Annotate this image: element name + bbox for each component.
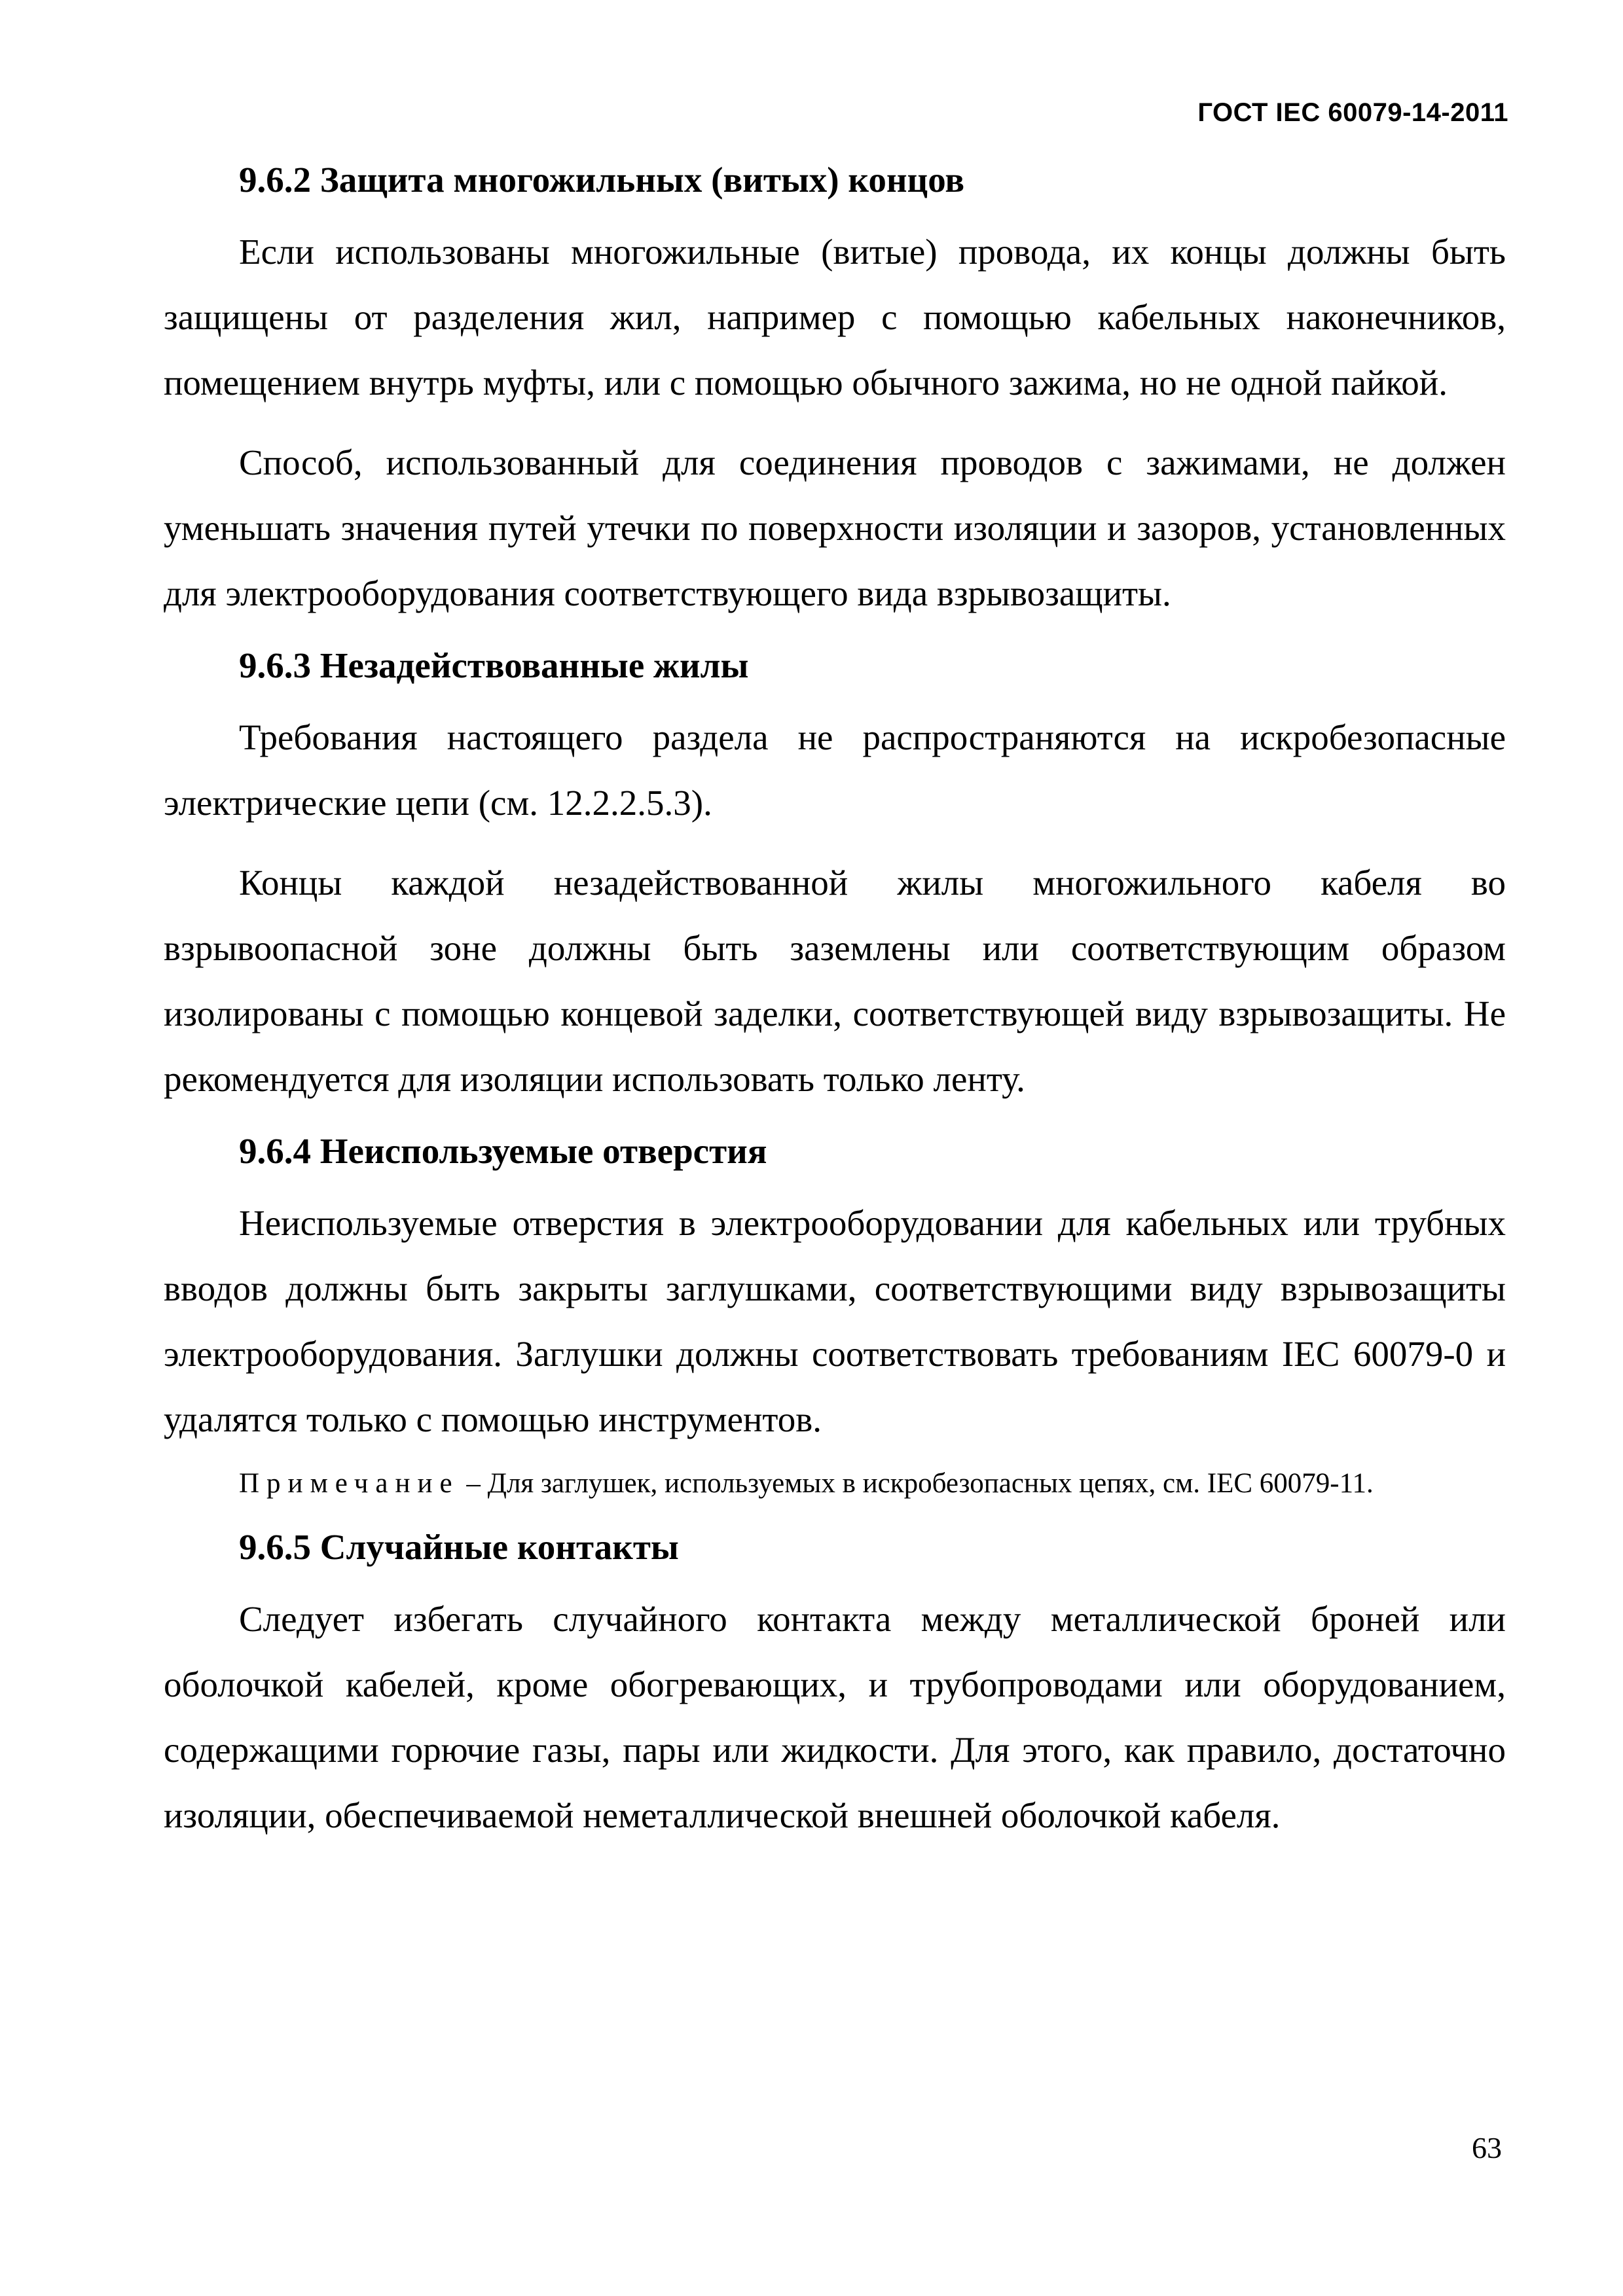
page-number: 63 (1472, 2131, 1502, 2164)
standard-code-header: ГОСТ IEC 60079-14-2011 (1197, 98, 1508, 127)
paragraph: Требования настоящего раздела не распространяются на искробезопасные электрические цепи (см. 12.2.2.5.3). (164, 717, 1506, 823)
note (164, 1459, 1506, 1508)
section-heading-9-6-4: 9.6.4 Неиспользуемые отверстия (239, 1131, 767, 1171)
paragraph: Концы каждой незадействованной жилы многожильного кабеля во взрывоопасной зоне должны быть заземлены или соответствующим образом изолированы с помощью концевой заделки, соответствующей виду взрывозащиты. Не рекомендуется для изоляции использовать только ленту. (164, 863, 1506, 1099)
paragraph: Если использованы многожильные (витые) провода, их концы должны быть защищены от разделения жил, например с помощью кабельных наконечников, помещением внутрь муфты, или с помощью обычного зажима, но не одной пайкой. (164, 232, 1506, 403)
paragraph: Способ, использованный для соединения проводов с зажимами, не должен уменьшать значения путей утечки по поверхности изоляции и зазоров, установленных для электрооборудования соответствующего вида взрывозащиты. (164, 442, 1506, 613)
note-text: – Для заглушек, используемых в искробезопасных цепях, см. IEC 60079-11. (459, 1468, 1374, 1499)
paragraph: Следует избегать случайного контакта между металлической броней или оболочкой кабелей, кроме обогревающих, и трубопроводами или оборудованием, содержащими горючие газы, пары или жидкости. Для этого, как правило, достаточно изоляции, обеспечиваемой неметаллической внешней оболочкой кабеля. (164, 1599, 1506, 1835)
page-content (164, 147, 1506, 1848)
section-heading-9-6-5: 9.6.5 Случайные контакты (239, 1527, 679, 1567)
note-label: Примечание (239, 1468, 460, 1499)
section-heading-9-6-3: 9.6.3 Незадействованные жилы (239, 645, 749, 685)
section-heading-9-6-2: 9.6.2 Защита многожильных (витых) концов (239, 160, 965, 200)
paragraph: Неиспользуемые отверстия в электрооборудовании для кабельных или трубных вводов должны быть закрыты заглушками, соответствующими виду взрывозащиты электрооборудования. Заглушки должны соответствовать требованиям IEC 60079-0 и удалятся только с помощью инструментов. (164, 1203, 1506, 1439)
